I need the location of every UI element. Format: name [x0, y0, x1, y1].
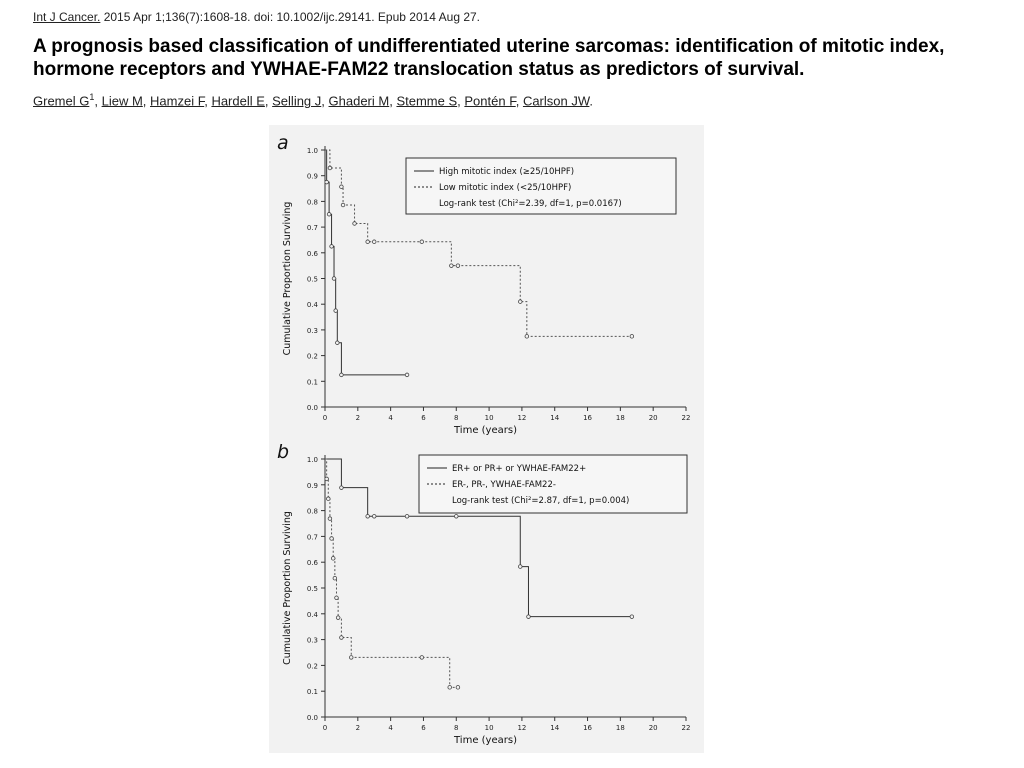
x-tick-label: 10 — [484, 724, 494, 732]
censor-point — [331, 557, 335, 561]
y-tick-label: 0.2 — [306, 662, 318, 671]
censor-point — [372, 240, 376, 244]
x-tick-label: 14 — [550, 724, 560, 732]
x-tick-label: 6 — [421, 724, 426, 732]
x-tick-label: 12 — [517, 724, 527, 732]
panel-a — [277, 132, 690, 436]
y-tick-label: 0.6 — [306, 559, 318, 568]
y-tick-label: 0.1 — [306, 688, 318, 697]
x-tick-label: 20 — [648, 414, 658, 422]
author-list-terminal: . — [589, 93, 594, 109]
legend-entry: Low mitotic index (<25/10HPF) — [439, 183, 572, 193]
survival-figure-svg — [269, 125, 704, 753]
censor-point — [405, 514, 409, 518]
censor-point — [448, 686, 452, 690]
censor-point — [456, 686, 460, 690]
censor-point — [456, 264, 460, 268]
author-link[interactable]: Hamzei F — [150, 93, 205, 109]
author-link[interactable]: Carlson JW — [522, 93, 590, 109]
censor-point — [525, 335, 529, 339]
y-tick-label: 0.3 — [306, 636, 318, 645]
author-link[interactable]: Ghaderi M — [328, 93, 390, 109]
author-link[interactable]: Gremel G — [33, 93, 90, 109]
legend-entry: ER-, PR-, YWHAE-FAM22- — [452, 480, 556, 490]
x-tick-label: 4 — [388, 724, 393, 732]
censor-point — [335, 596, 339, 600]
censor-point — [454, 514, 458, 518]
censor-point — [330, 245, 334, 249]
censor-point — [341, 203, 345, 207]
legend-note: Log-rank test (Chi²=2.39, df=1, p=0.0167) — [439, 199, 622, 209]
x-tick-label: 22 — [681, 414, 691, 422]
censor-point — [450, 264, 454, 268]
x-tick-label: 22 — [681, 724, 691, 732]
censor-point — [405, 373, 409, 377]
censor-point — [333, 576, 337, 580]
legend-entry: ER+ or PR+ or YWHAE-FAM22+ — [452, 464, 587, 474]
censor-point — [349, 656, 353, 660]
censor-point — [420, 240, 424, 244]
x-tick-label: 20 — [648, 724, 658, 732]
author-link[interactable]: Liew M — [101, 93, 143, 109]
y-tick-label: 0.9 — [306, 172, 318, 181]
y-tick-label: 0.4 — [306, 301, 318, 310]
censor-point — [336, 341, 340, 345]
article-title: A prognosis based classification of undifferentiated uterine sarcomas: identification of mitotic index, hormone receptors and YWHAE-FAM22 translocation status as predictors of survival. — [33, 36, 945, 80]
censor-point — [420, 656, 424, 660]
author-list: Gremel $G^1$, Liew M, Hamzei F, Hardell E, Selling J, Ghaderi M, Stemme S, Pontén F, Carlson JW. — [33, 92, 594, 109]
censor-point — [518, 300, 522, 304]
x-axis-label: Time (years) — [454, 425, 517, 436]
censor-point — [630, 335, 634, 339]
author-link[interactable]: Selling J — [272, 93, 322, 109]
y-tick-label: 0.8 — [306, 198, 318, 207]
x-tick-label: 18 — [615, 414, 625, 422]
author-link[interactable]: Hardell E — [211, 93, 265, 109]
censor-point — [332, 277, 336, 281]
y-tick-label: 0.7 — [306, 224, 318, 233]
censor-point — [340, 486, 344, 490]
censor-point — [325, 180, 329, 184]
censor-point — [330, 537, 334, 541]
censor-point — [527, 615, 531, 619]
censor-point — [353, 222, 357, 226]
censor-point — [328, 517, 332, 521]
panel-label: b — [277, 441, 290, 463]
censor-point — [630, 615, 634, 619]
y-tick-label: 0.2 — [306, 352, 318, 361]
y-tick-label: 0.0 — [306, 714, 318, 722]
x-tick-label: 16 — [583, 724, 593, 732]
x-tick-label: 18 — [615, 724, 625, 732]
author-affiliation-sup: 1 — [89, 92, 95, 102]
y-axis-label: Cumulative Proportion Surviving — [282, 511, 293, 665]
x-tick-label: 0 — [322, 414, 328, 422]
y-tick-label: 0.7 — [306, 533, 318, 542]
censor-point — [328, 166, 332, 170]
x-tick-label: 2 — [355, 414, 361, 422]
censor-point — [325, 477, 329, 481]
x-tick-label: 4 — [388, 414, 393, 422]
x-tick-label: 12 — [517, 414, 527, 422]
censor-point — [336, 616, 340, 620]
citation-line — [33, 10, 480, 24]
survival-figure — [269, 125, 704, 753]
y-tick-label: 0.0 — [306, 404, 318, 412]
y-tick-label: 0.3 — [306, 326, 318, 335]
y-tick-label: 0.8 — [306, 507, 318, 516]
y-axis-label: Cumulative Proportion Surviving — [282, 201, 293, 356]
censor-point — [366, 514, 370, 518]
author-link[interactable]: Stemme S — [396, 93, 458, 109]
censor-point — [518, 565, 522, 569]
legend — [419, 455, 687, 513]
x-tick-label: 16 — [583, 414, 593, 422]
citation-details: 2015 Apr 1;136(7):1608-18. doi: 10.1002/ijc.29141. Epub 2014 Aug 27. — [100, 10, 481, 24]
x-tick-label: 10 — [484, 414, 494, 422]
y-tick-label: 0.5 — [306, 275, 318, 284]
x-tick-label: 6 — [421, 414, 426, 422]
x-axis-label: Time (years) — [454, 735, 517, 746]
censor-point — [366, 240, 370, 244]
censor-point — [372, 514, 376, 518]
y-tick-label: 1.0 — [306, 147, 318, 155]
censor-point — [326, 497, 330, 501]
y-tick-label: 1.0 — [306, 456, 318, 464]
panel-label: a — [277, 132, 289, 154]
legend — [406, 158, 676, 214]
x-tick-label: 14 — [550, 414, 560, 422]
censor-point — [334, 309, 338, 313]
censor-point — [340, 185, 344, 189]
legend-note: Log-rank test (Chi²=2.87, df=1, p=0.004) — [452, 496, 630, 506]
censor-point — [340, 636, 344, 640]
censor-point — [340, 373, 344, 377]
x-tick-label: 2 — [355, 724, 361, 732]
x-tick-label: 0 — [322, 724, 328, 732]
x-tick-label: 8 — [454, 414, 459, 422]
legend-entry: High mitotic index (≥25/10HPF) — [439, 167, 575, 177]
y-tick-label: 0.1 — [306, 378, 318, 387]
panel-b — [277, 441, 690, 746]
y-tick-label: 0.6 — [306, 249, 318, 258]
censor-point — [327, 212, 331, 216]
y-tick-label: 0.4 — [306, 610, 318, 619]
x-tick-label: 8 — [454, 724, 459, 732]
journal-link[interactable]: Int J Cancer. — [33, 10, 101, 24]
y-tick-label: 0.5 — [306, 585, 318, 593]
y-tick-label: 0.9 — [306, 481, 318, 490]
author-link[interactable]: Pontén F — [464, 93, 516, 109]
